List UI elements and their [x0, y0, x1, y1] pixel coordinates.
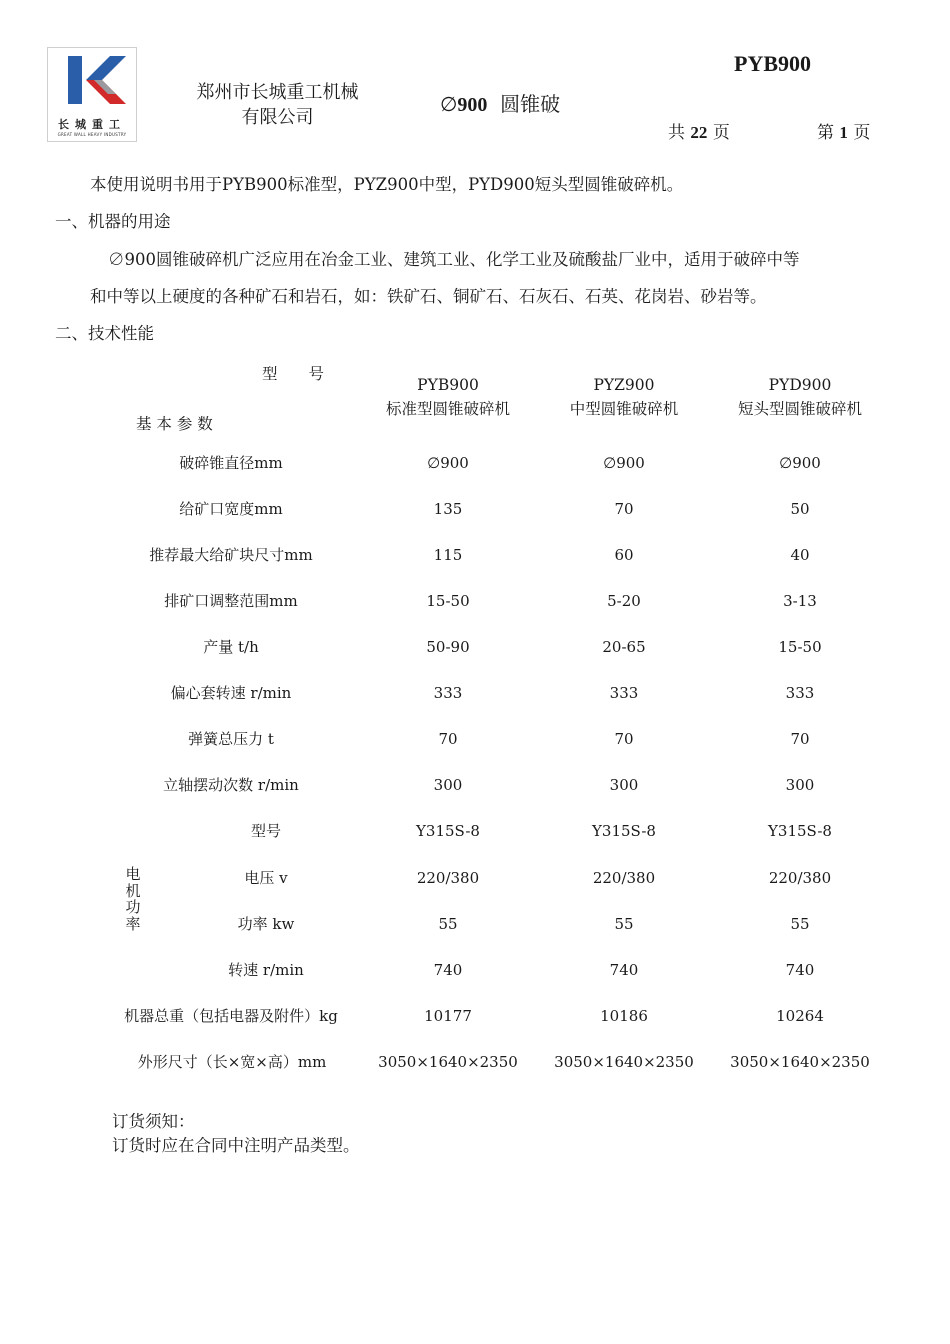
cell-value: 55	[790, 915, 810, 933]
logo-english-text: GREAT WALL HEAVY INDUSTRY	[57, 132, 127, 137]
section1-heading: 一、机器的用途	[55, 212, 171, 231]
table-row	[0, 589, 950, 613]
cell-value: 5-20	[607, 592, 641, 610]
cell-value: 740	[785, 961, 815, 979]
column-model: PYD900	[768, 376, 832, 394]
row-label: 外形尺寸（长×宽×高）mm	[137, 1053, 327, 1071]
row-label: 机器总重（包括电器及附件）kg	[124, 1007, 338, 1025]
cell-value: 220/380	[768, 869, 832, 887]
company-name-line1: 郑州市长城重工机械	[196, 82, 359, 103]
row-label: 破碎锥直径mm	[179, 454, 283, 472]
cell-value: 115	[433, 546, 463, 564]
column-desc: 中型圆锥破碎机	[569, 400, 679, 418]
cell-value: 300	[785, 776, 815, 794]
cell-value: 220/380	[592, 869, 656, 887]
cell-value: 10177	[424, 1007, 472, 1025]
row-label: 推荐最大给矿块尺寸mm	[149, 546, 313, 564]
page-total: 共 22 页	[668, 123, 730, 143]
model-code: PYB900	[734, 51, 811, 76]
title-text: 圆锥破	[500, 92, 561, 116]
column-desc: 短头型圆锥破碎机	[737, 400, 862, 418]
cell-value: ∅900	[603, 454, 645, 472]
diameter-symbol: ∅	[440, 92, 458, 116]
cell-value: 70	[614, 730, 634, 748]
column-header-pyd	[715, 373, 885, 421]
table-row	[0, 912, 950, 936]
order-notice-text: 订货时应在合同中注明产品类型。	[112, 1136, 360, 1155]
cell-value: 3050×1640×2350	[730, 1053, 870, 1071]
section2-heading: 二、技术性能	[55, 324, 154, 343]
table-row	[0, 1050, 950, 1074]
table-row	[0, 727, 950, 751]
cell-value: 3050×1640×2350	[378, 1053, 518, 1071]
table-corner-params: 基 本 参 数	[136, 415, 213, 433]
cell-value: 55	[614, 915, 634, 933]
intro-paragraph: 本使用说明书用于PYB900标准型，PYZ900中型，PYD900短头型圆锥破碎机。	[90, 175, 684, 194]
column-desc: 标准型圆锥破碎机	[385, 400, 510, 418]
page-number: 第 1 页	[817, 123, 871, 143]
row-label: 弹簧总压力 t	[188, 730, 274, 748]
cell-value: 60	[614, 546, 634, 564]
table-row	[0, 866, 950, 890]
row-label: 产量 t/h	[203, 638, 259, 656]
row-label: 功率 kw	[237, 915, 295, 933]
column-header-pyb	[363, 373, 533, 421]
cell-value: 740	[609, 961, 639, 979]
column-model: PYZ900	[593, 376, 655, 394]
cell-value: 55	[438, 915, 458, 933]
cell-value: 20-65	[602, 638, 646, 656]
logo-chinese-text: 长城重工	[58, 118, 126, 131]
cell-value: 70	[614, 500, 634, 518]
cell-value: 333	[609, 684, 639, 702]
title-number: 900	[457, 94, 488, 116]
company-name-line2: 有限公司	[241, 107, 314, 128]
table-row	[0, 958, 950, 982]
row-label: 排矿口调整范围mm	[164, 592, 298, 610]
cell-value: 740	[433, 961, 463, 979]
cell-value: 300	[433, 776, 463, 794]
company-logo	[47, 47, 137, 142]
row-label: 偏心套转速 r/min	[170, 684, 292, 702]
table-row	[0, 635, 950, 659]
cell-value: 300	[609, 776, 639, 794]
cell-value: 50-90	[426, 638, 470, 656]
table-row	[0, 497, 950, 521]
cell-value: 70	[438, 730, 458, 748]
section1-para-line1: ∅900圆锥破碎机广泛应用在冶金工业、建筑工业、化学工业及硫酸盐厂业中，适用于破碎中等	[108, 250, 800, 269]
row-label: 型号	[250, 822, 281, 840]
cell-value: Y315S-8	[592, 822, 656, 840]
cell-value: 3-13	[783, 592, 817, 610]
table-row	[0, 1004, 950, 1028]
cell-value: Y315S-8	[768, 822, 832, 840]
column-model: PYB900	[417, 376, 479, 394]
column-header-pyz	[539, 373, 709, 421]
order-notice-title: 订货须知：	[112, 1112, 195, 1131]
cell-value: 10186	[600, 1007, 648, 1025]
row-label: 转速 r/min	[228, 961, 304, 979]
table-row	[0, 543, 950, 567]
cell-value: 40	[790, 546, 810, 564]
table-row	[0, 681, 950, 705]
row-label: 立轴摆动次数 r/min	[163, 776, 299, 794]
company-name	[170, 80, 385, 130]
cell-value: 135	[433, 500, 463, 518]
table-row	[0, 451, 950, 475]
cell-value: Y315S-8	[416, 822, 480, 840]
cell-value: 15-50	[778, 638, 822, 656]
motor-power-group-label: 电 机 功 率	[125, 865, 141, 933]
cell-value: 333	[433, 684, 463, 702]
cell-value: 50	[790, 500, 810, 518]
row-label: 给矿口宽度mm	[179, 500, 283, 518]
table-corner-model: 型 号	[262, 365, 325, 383]
cell-value: 70	[790, 730, 810, 748]
cell-value: 3050×1640×2350	[554, 1053, 694, 1071]
cell-value: 10264	[776, 1007, 824, 1025]
cell-value: 15-50	[426, 592, 470, 610]
document-title	[440, 88, 560, 117]
table-row	[0, 819, 950, 843]
cell-value: ∅900	[427, 454, 469, 472]
section1-para-line2: 和中等以上硬度的各种矿石和岩石，如：铁矿石、铜矿石、石灰石、石英、花岗岩、砂岩等。	[90, 287, 767, 306]
row-label: 电压 v	[244, 869, 288, 887]
cell-value: 333	[785, 684, 815, 702]
cell-value: ∅900	[779, 454, 821, 472]
great-wall-logo-icon	[58, 52, 128, 114]
table-row	[0, 773, 950, 797]
cell-value: 220/380	[416, 869, 480, 887]
